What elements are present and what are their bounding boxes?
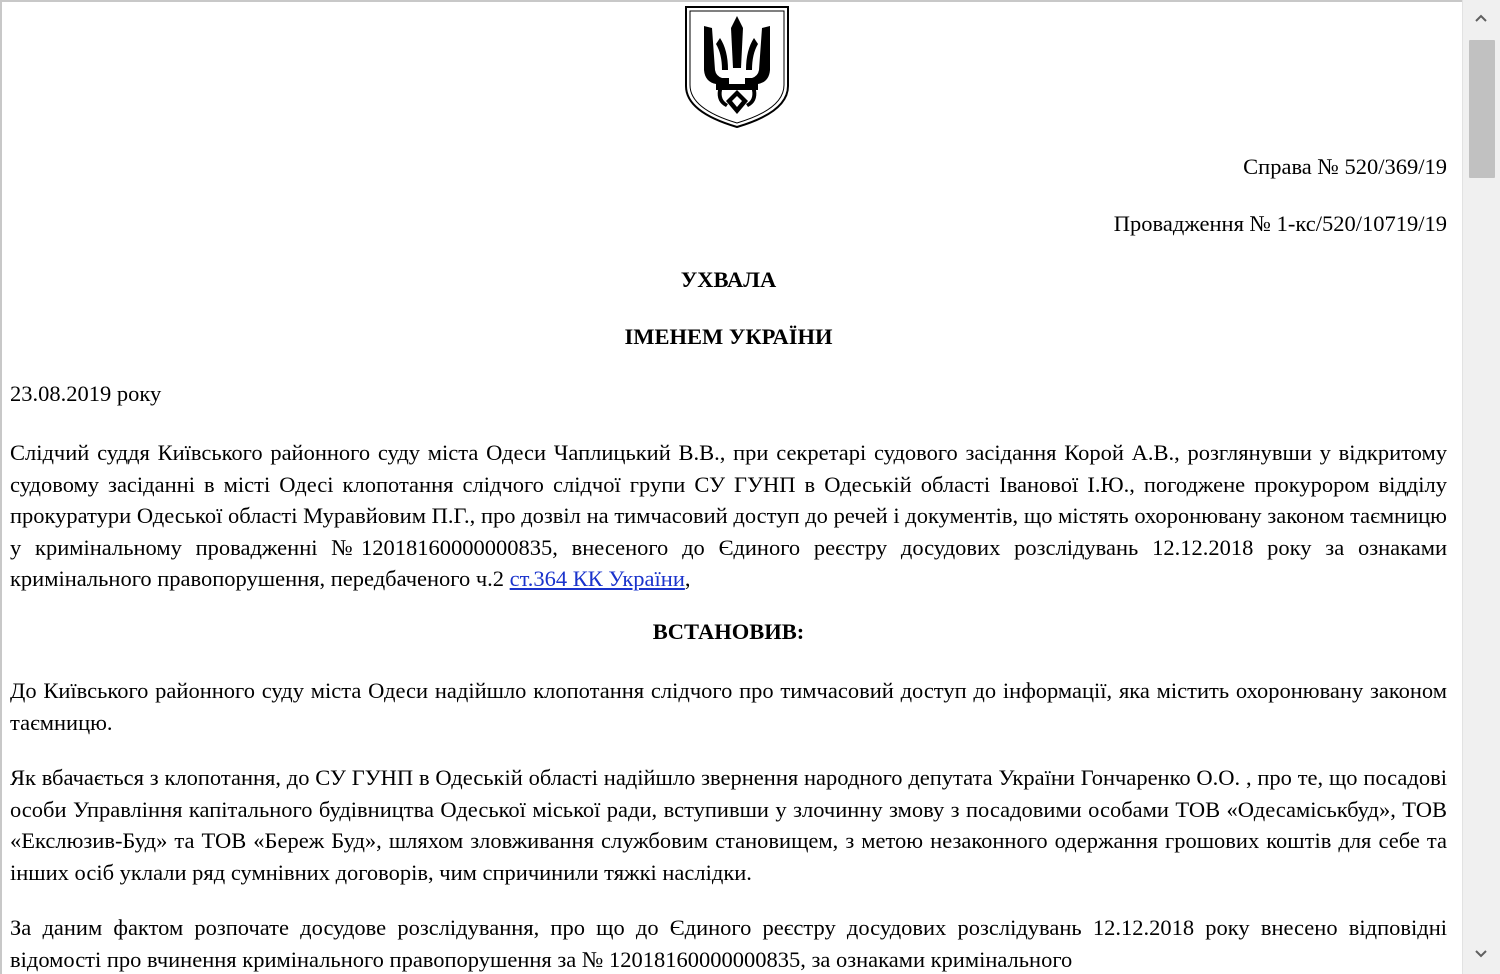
scroll-down-button[interactable] bbox=[1467, 940, 1495, 968]
intro-paragraph bbox=[10, 437, 1447, 595]
arrow-up-icon bbox=[1475, 14, 1487, 22]
in-name-of-heading: ІМЕНЕМ УКРАЇНИ bbox=[624, 324, 833, 349]
window-frame-left bbox=[0, 0, 2, 974]
paragraph: До Київського районного суду міста Одеси надійшло клопотання слідчого про тимчасовий доступ до інформації, яка містить охоронювану законом таємницю. bbox=[10, 678, 1447, 735]
paragraph: За даним фактом розпочате досудове розслідування, про що до Єдиного реєстру досудових розслідувань 12.12.2018 року внесено відповідні відомості про вчинення кримінального правопорушення за № 12018160000000835, за ознаками кримінального bbox=[10, 915, 1447, 972]
intro-text: Слідчий суддя Київського районного суду міста Одеси Чаплицький В.В., при секретарі судового засідання Корой А.В., розглянувши у відкритому судовому засіданні в місті Одесі клопотання слідчого слідчої групи СУ ГУНП в Одеській області Іванової І.Ю., погоджене прокурором відділу прокуратури Одеської області Муравйовим П.Г., про дозвіл на тимчасовий доступ до речей і документів, що містять охоронювану законом таємницю у кримінальному провадженні №12018160000000835, внесеного до Єдиного реєстру досудових розслідувань 12.12.2018 року за ознаками кримінального правопорушення, передбаченого ч.2 bbox=[10, 440, 1447, 591]
proceeding-number: Провадження № 1-кс/520/10719/19 bbox=[1113, 211, 1447, 236]
case-number: Справа № 520/369/19 bbox=[1243, 154, 1447, 179]
document-date: 23.08.2019 року bbox=[10, 381, 162, 406]
arrow-down-icon bbox=[1475, 950, 1487, 958]
paragraph: Як вбачається з клопотання, до СУ ГУНП в Одеській області надійшло звернення народного депутата України Гончаренко О.О. , про те, що посадові особи Управління капітального будівництва Одеської міської ради, вступивши у злочинну змову з посадовими особами ТОВ «Одесаміськбуд», ТОВ «Екслюзив-Буд» та ТОВ «Береж Буд», шляхом зловживання службовим становищем, з метою незаконного одержання грошових коштів для себе та інших осіб уклали ряд сумнівних договорів, чим спричинили тяжкі наслідки. bbox=[10, 765, 1447, 885]
scrollbar-thumb[interactable] bbox=[1469, 40, 1495, 178]
document-page bbox=[10, 0, 1447, 974]
law-article-link[interactable]: ст.364 КК України bbox=[509, 566, 685, 591]
established-heading: ВСТАНОВИВ: bbox=[652, 619, 805, 644]
trident-coat-of-arms-icon bbox=[682, 4, 792, 130]
scroll-up-button[interactable] bbox=[1467, 4, 1495, 32]
vertical-scrollbar[interactable] bbox=[1462, 0, 1500, 974]
intro-tail: , bbox=[684, 566, 691, 591]
document-type-heading: УХВАЛА bbox=[680, 267, 777, 292]
